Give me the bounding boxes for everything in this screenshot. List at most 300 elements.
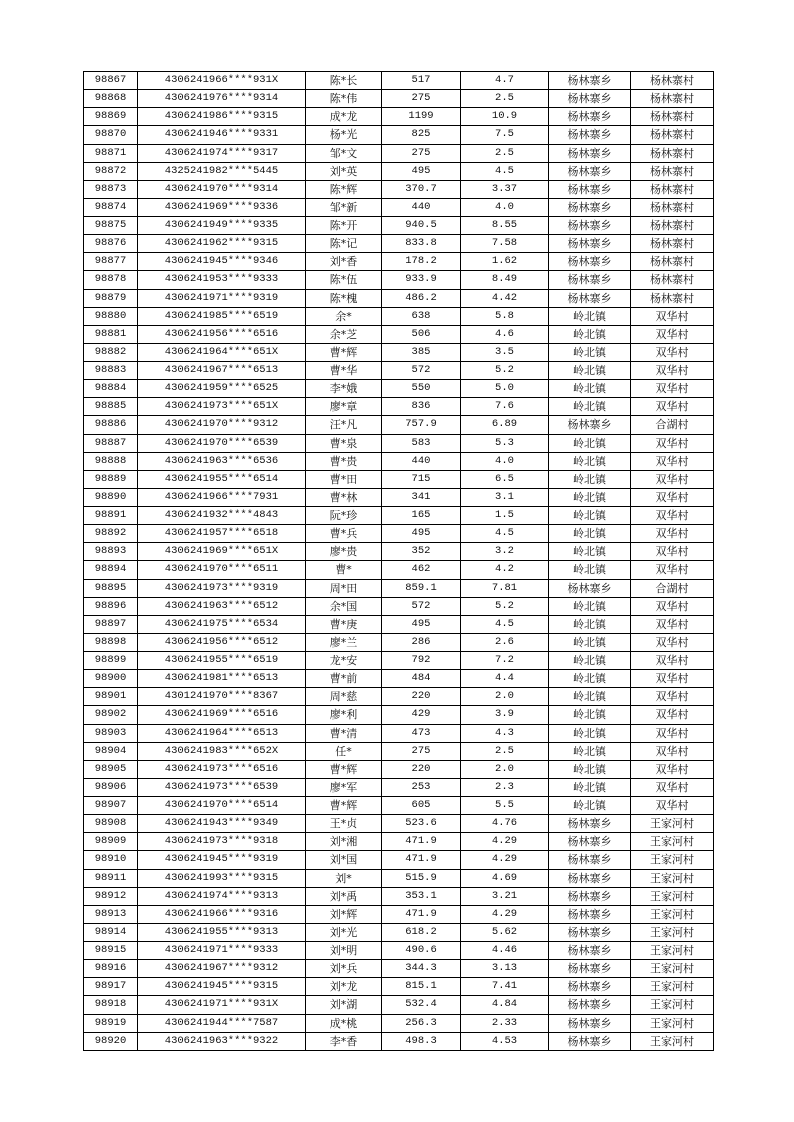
table-row	[84, 760, 714, 778]
id-number-cell: 4306241973****651X	[138, 398, 306, 416]
name-cell: 刘*湖	[306, 996, 382, 1014]
id-number-cell: 4306241955****6514	[138, 470, 306, 488]
amount-cell: 253	[382, 778, 461, 796]
id-number-cell: 4306241963****6512	[138, 597, 306, 615]
amount-cell: 429	[382, 706, 461, 724]
amount-cell: 532.4	[382, 996, 461, 1014]
serial-number-cell: 98894	[84, 561, 138, 579]
township-cell: 杨林寨乡	[549, 271, 631, 289]
id-number-cell: 4306241932****4843	[138, 507, 306, 525]
table-row	[84, 198, 714, 216]
amount-cell: 940.5	[382, 217, 461, 235]
serial-number-cell: 98910	[84, 851, 138, 869]
amount-cell: 517	[382, 72, 461, 90]
township-cell: 杨林寨乡	[549, 833, 631, 851]
amount-cell: 836	[382, 398, 461, 416]
village-cell: 杨林寨村	[631, 271, 714, 289]
name-cell: 刘*国	[306, 851, 382, 869]
value-cell: 3.9	[461, 706, 549, 724]
table-row	[84, 488, 714, 506]
amount-cell: 495	[382, 615, 461, 633]
amount-cell: 486.2	[382, 289, 461, 307]
serial-number-cell: 98891	[84, 507, 138, 525]
value-cell: 5.2	[461, 597, 549, 615]
name-cell: 周*慈	[306, 688, 382, 706]
township-cell: 杨林寨乡	[549, 235, 631, 253]
amount-cell: 440	[382, 452, 461, 470]
table-row	[84, 996, 714, 1014]
table-row	[84, 905, 714, 923]
name-cell: 曹*辉	[306, 760, 382, 778]
value-cell: 4.4	[461, 670, 549, 688]
township-cell: 岭北镇	[549, 543, 631, 561]
amount-cell: 490.6	[382, 942, 461, 960]
amount-cell: 572	[382, 362, 461, 380]
name-cell: 陈*伍	[306, 271, 382, 289]
township-cell: 岭北镇	[549, 380, 631, 398]
name-cell: 曹*泉	[306, 434, 382, 452]
township-cell: 杨林寨乡	[549, 869, 631, 887]
id-number-cell: 4306241956****6516	[138, 325, 306, 343]
amount-cell: 178.2	[382, 253, 461, 271]
table-row	[84, 217, 714, 235]
village-cell: 双华村	[631, 652, 714, 670]
amount-cell: 1199	[382, 108, 461, 126]
village-cell: 双华村	[631, 742, 714, 760]
village-cell: 双华村	[631, 706, 714, 724]
id-number-cell: 4306241974****9313	[138, 887, 306, 905]
serial-number-cell: 98903	[84, 724, 138, 742]
value-cell: 5.8	[461, 307, 549, 325]
name-cell: 廖*利	[306, 706, 382, 724]
name-cell: 余*	[306, 307, 382, 325]
id-number-cell: 4306241974****9317	[138, 144, 306, 162]
table-row	[84, 126, 714, 144]
name-cell: 曹*	[306, 561, 382, 579]
table-row	[84, 416, 714, 434]
serial-number-cell: 98889	[84, 470, 138, 488]
value-cell: 5.62	[461, 923, 549, 941]
id-number-cell: 4306241973****9319	[138, 579, 306, 597]
table-row	[84, 978, 714, 996]
township-cell: 杨林寨乡	[549, 887, 631, 905]
serial-number-cell: 98914	[84, 923, 138, 941]
village-cell: 杨林寨村	[631, 198, 714, 216]
village-cell: 王家河村	[631, 960, 714, 978]
id-number-cell: 4306241966****931X	[138, 72, 306, 90]
village-cell: 双华村	[631, 488, 714, 506]
township-cell: 岭北镇	[549, 706, 631, 724]
id-number-cell: 4306241945****9319	[138, 851, 306, 869]
name-cell: 汪*凡	[306, 416, 382, 434]
table-row	[84, 180, 714, 198]
name-cell: 邹*文	[306, 144, 382, 162]
township-cell: 岭北镇	[549, 561, 631, 579]
table-row	[84, 434, 714, 452]
village-cell: 王家河村	[631, 923, 714, 941]
township-cell: 杨林寨乡	[549, 289, 631, 307]
village-cell: 杨林寨村	[631, 289, 714, 307]
serial-number-cell: 98899	[84, 652, 138, 670]
township-cell: 岭北镇	[549, 615, 631, 633]
name-cell: 杨*光	[306, 126, 382, 144]
id-number-cell: 4306241967****9312	[138, 960, 306, 978]
amount-cell: 484	[382, 670, 461, 688]
village-cell: 杨林寨村	[631, 144, 714, 162]
id-number-cell: 4306241976****9314	[138, 90, 306, 108]
serial-number-cell: 98882	[84, 343, 138, 361]
value-cell: 4.29	[461, 833, 549, 851]
village-cell: 王家河村	[631, 1032, 714, 1050]
serial-number-cell: 98905	[84, 760, 138, 778]
value-cell: 1.5	[461, 507, 549, 525]
table-row	[84, 815, 714, 833]
amount-cell: 341	[382, 488, 461, 506]
amount-cell: 495	[382, 525, 461, 543]
value-cell: 4.5	[461, 162, 549, 180]
name-cell: 曹*林	[306, 488, 382, 506]
value-cell: 3.2	[461, 543, 549, 561]
serial-number-cell: 98904	[84, 742, 138, 760]
name-cell: 曹*辉	[306, 797, 382, 815]
amount-cell: 757.9	[382, 416, 461, 434]
value-cell: 2.5	[461, 144, 549, 162]
table-row	[84, 724, 714, 742]
table-row	[84, 398, 714, 416]
name-cell: 廖*军	[306, 778, 382, 796]
amount-cell: 638	[382, 307, 461, 325]
value-cell: 7.58	[461, 235, 549, 253]
value-cell: 4.46	[461, 942, 549, 960]
serial-number-cell: 98880	[84, 307, 138, 325]
serial-number-cell: 98869	[84, 108, 138, 126]
village-cell: 王家河村	[631, 887, 714, 905]
name-cell: 李*娥	[306, 380, 382, 398]
serial-number-cell: 98895	[84, 579, 138, 597]
value-cell: 7.6	[461, 398, 549, 416]
table-row	[84, 670, 714, 688]
village-cell: 双华村	[631, 470, 714, 488]
id-number-cell: 4306241959****6525	[138, 380, 306, 398]
value-cell: 4.84	[461, 996, 549, 1014]
table-row	[84, 271, 714, 289]
value-cell: 3.5	[461, 343, 549, 361]
village-cell: 双华村	[631, 325, 714, 343]
name-cell: 余*国	[306, 597, 382, 615]
value-cell: 6.5	[461, 470, 549, 488]
serial-number-cell: 98917	[84, 978, 138, 996]
serial-number-cell: 98908	[84, 815, 138, 833]
value-cell: 4.29	[461, 851, 549, 869]
township-cell: 岭北镇	[549, 760, 631, 778]
id-number-cell: 4306241963****6536	[138, 452, 306, 470]
value-cell: 4.0	[461, 452, 549, 470]
amount-cell: 792	[382, 652, 461, 670]
serial-number-cell: 98897	[84, 615, 138, 633]
village-cell: 双华村	[631, 688, 714, 706]
township-cell: 杨林寨乡	[549, 960, 631, 978]
value-cell: 5.2	[461, 362, 549, 380]
id-number-cell: 4306241966****9316	[138, 905, 306, 923]
amount-cell: 275	[382, 90, 461, 108]
value-cell: 3.1	[461, 488, 549, 506]
name-cell: 刘*辉	[306, 905, 382, 923]
village-cell: 杨林寨村	[631, 180, 714, 198]
amount-cell: 353.1	[382, 887, 461, 905]
village-cell: 双华村	[631, 724, 714, 742]
value-cell: 6.89	[461, 416, 549, 434]
township-cell: 杨林寨乡	[549, 180, 631, 198]
table-row	[84, 470, 714, 488]
village-cell: 双华村	[631, 525, 714, 543]
township-cell: 岭北镇	[549, 470, 631, 488]
township-cell: 杨林寨乡	[549, 90, 631, 108]
serial-number-cell: 98915	[84, 942, 138, 960]
id-number-cell: 4306241970****9312	[138, 416, 306, 434]
id-number-cell: 4301241970****8367	[138, 688, 306, 706]
village-cell: 王家河村	[631, 833, 714, 851]
township-cell: 杨林寨乡	[549, 198, 631, 216]
name-cell: 成*桃	[306, 1014, 382, 1032]
table-row	[84, 235, 714, 253]
value-cell: 4.7	[461, 72, 549, 90]
township-cell: 岭北镇	[549, 724, 631, 742]
id-number-cell: 4306241985****6519	[138, 307, 306, 325]
township-cell: 杨林寨乡	[549, 996, 631, 1014]
name-cell: 刘*光	[306, 923, 382, 941]
value-cell: 4.2	[461, 561, 549, 579]
village-cell: 王家河村	[631, 815, 714, 833]
id-number-cell: 4306241983****652X	[138, 742, 306, 760]
amount-cell: 286	[382, 633, 461, 651]
name-cell: 陈*槐	[306, 289, 382, 307]
table-row	[84, 688, 714, 706]
name-cell: 刘*英	[306, 162, 382, 180]
township-cell: 岭北镇	[549, 434, 631, 452]
amount-cell: 275	[382, 742, 461, 760]
village-cell: 杨林寨村	[631, 72, 714, 90]
id-number-cell: 4306241971****9319	[138, 289, 306, 307]
village-cell: 杨林寨村	[631, 162, 714, 180]
name-cell: 陈*记	[306, 235, 382, 253]
village-cell: 双华村	[631, 760, 714, 778]
table-row	[84, 561, 714, 579]
table-row	[84, 162, 714, 180]
township-cell: 岭北镇	[549, 325, 631, 343]
township-cell: 杨林寨乡	[549, 108, 631, 126]
table-row	[84, 380, 714, 398]
name-cell: 余*芝	[306, 325, 382, 343]
serial-number-cell: 98878	[84, 271, 138, 289]
amount-cell: 220	[382, 760, 461, 778]
table-row	[84, 615, 714, 633]
amount-cell: 605	[382, 797, 461, 815]
village-cell: 双华村	[631, 398, 714, 416]
table-row	[84, 543, 714, 561]
name-cell: 曹*庚	[306, 615, 382, 633]
table-row	[84, 525, 714, 543]
amount-cell: 165	[382, 507, 461, 525]
amount-cell: 440	[382, 198, 461, 216]
table-row	[84, 307, 714, 325]
serial-number-cell: 98879	[84, 289, 138, 307]
amount-cell: 933.9	[382, 271, 461, 289]
name-cell: 刘*明	[306, 942, 382, 960]
table-row	[84, 343, 714, 361]
serial-number-cell: 98909	[84, 833, 138, 851]
name-cell: 任*	[306, 742, 382, 760]
serial-number-cell: 98892	[84, 525, 138, 543]
township-cell: 杨林寨乡	[549, 815, 631, 833]
amount-cell: 471.9	[382, 905, 461, 923]
township-cell: 岭北镇	[549, 343, 631, 361]
table-row	[84, 362, 714, 380]
id-number-cell: 4306241955****9313	[138, 923, 306, 941]
name-cell: 廖*贵	[306, 543, 382, 561]
value-cell: 2.5	[461, 742, 549, 760]
name-cell: 曹*清	[306, 724, 382, 742]
amount-cell: 220	[382, 688, 461, 706]
township-cell: 杨林寨乡	[549, 72, 631, 90]
township-cell: 岭北镇	[549, 307, 631, 325]
id-number-cell: 4306241973****6516	[138, 760, 306, 778]
table-row	[84, 942, 714, 960]
table-row	[84, 579, 714, 597]
village-cell: 杨林寨村	[631, 108, 714, 126]
name-cell: 曹*田	[306, 470, 382, 488]
village-cell: 双华村	[631, 380, 714, 398]
serial-number-cell: 98883	[84, 362, 138, 380]
village-cell: 杨林寨村	[631, 235, 714, 253]
serial-number-cell: 98913	[84, 905, 138, 923]
value-cell: 7.5	[461, 126, 549, 144]
name-cell: 刘*禹	[306, 887, 382, 905]
serial-number-cell: 98886	[84, 416, 138, 434]
value-cell: 4.29	[461, 905, 549, 923]
value-cell: 10.9	[461, 108, 549, 126]
id-number-cell: 4306241943****9349	[138, 815, 306, 833]
table-row	[84, 72, 714, 90]
township-cell: 杨林寨乡	[549, 416, 631, 434]
table-row	[84, 869, 714, 887]
id-number-cell: 4306241966****7931	[138, 488, 306, 506]
id-number-cell: 4306241969****9336	[138, 198, 306, 216]
township-cell: 岭北镇	[549, 742, 631, 760]
amount-cell: 344.3	[382, 960, 461, 978]
serial-number-cell: 98916	[84, 960, 138, 978]
amount-cell: 859.1	[382, 579, 461, 597]
village-cell: 杨林寨村	[631, 126, 714, 144]
table-row	[84, 597, 714, 615]
name-cell: 刘*湘	[306, 833, 382, 851]
value-cell: 4.5	[461, 615, 549, 633]
id-number-cell: 4306241944****7587	[138, 1014, 306, 1032]
amount-cell: 572	[382, 597, 461, 615]
value-cell: 4.6	[461, 325, 549, 343]
amount-cell: 550	[382, 380, 461, 398]
id-number-cell: 4306241973****6539	[138, 778, 306, 796]
table-row	[84, 923, 714, 941]
id-number-cell: 4306241957****6518	[138, 525, 306, 543]
id-number-cell: 4306241967****6513	[138, 362, 306, 380]
table-row	[84, 778, 714, 796]
township-cell: 岭北镇	[549, 452, 631, 470]
amount-cell: 825	[382, 126, 461, 144]
township-cell: 岭北镇	[549, 488, 631, 506]
value-cell: 4.5	[461, 525, 549, 543]
village-cell: 王家河村	[631, 905, 714, 923]
township-cell: 杨林寨乡	[549, 579, 631, 597]
village-cell: 杨林寨村	[631, 217, 714, 235]
serial-number-cell: 98884	[84, 380, 138, 398]
amount-cell: 462	[382, 561, 461, 579]
serial-number-cell: 98920	[84, 1032, 138, 1050]
name-cell: 曹*华	[306, 362, 382, 380]
township-cell: 岭北镇	[549, 652, 631, 670]
value-cell: 2.6	[461, 633, 549, 651]
name-cell: 廖*兰	[306, 633, 382, 651]
id-number-cell: 4306241975****6534	[138, 615, 306, 633]
amount-cell: 473	[382, 724, 461, 742]
village-cell: 王家河村	[631, 851, 714, 869]
id-number-cell: 4306241969****651X	[138, 543, 306, 561]
id-number-cell: 4306241971****9333	[138, 942, 306, 960]
id-number-cell: 4306241956****6512	[138, 633, 306, 651]
value-cell: 8.55	[461, 217, 549, 235]
village-cell: 双华村	[631, 597, 714, 615]
id-number-cell: 4306241971****931X	[138, 996, 306, 1014]
township-cell: 杨林寨乡	[549, 1014, 631, 1032]
name-cell: 陈*长	[306, 72, 382, 90]
serial-number-cell: 98885	[84, 398, 138, 416]
value-cell: 2.33	[461, 1014, 549, 1032]
amount-cell: 498.3	[382, 1032, 461, 1050]
township-cell: 杨林寨乡	[549, 942, 631, 960]
name-cell: 陈*辉	[306, 180, 382, 198]
id-number-cell: 4306241964****6513	[138, 724, 306, 742]
village-cell: 王家河村	[631, 942, 714, 960]
township-cell: 杨林寨乡	[549, 923, 631, 941]
amount-cell: 495	[382, 162, 461, 180]
village-cell: 双华村	[631, 670, 714, 688]
serial-number-cell: 98901	[84, 688, 138, 706]
id-number-cell: 4306241955****6519	[138, 652, 306, 670]
village-cell: 合湖村	[631, 579, 714, 597]
township-cell: 杨林寨乡	[549, 1032, 631, 1050]
id-number-cell: 4306241945****9346	[138, 253, 306, 271]
value-cell: 3.37	[461, 180, 549, 198]
id-number-cell: 4306241949****9335	[138, 217, 306, 235]
table-row	[84, 633, 714, 651]
table-row	[84, 144, 714, 162]
table-row	[84, 1014, 714, 1032]
serial-number-cell: 98874	[84, 198, 138, 216]
table-row	[84, 507, 714, 525]
serial-number-cell: 98912	[84, 887, 138, 905]
serial-number-cell: 98896	[84, 597, 138, 615]
amount-cell: 506	[382, 325, 461, 343]
serial-number-cell: 98893	[84, 543, 138, 561]
serial-number-cell: 98888	[84, 452, 138, 470]
value-cell: 5.0	[461, 380, 549, 398]
name-cell: 刘*	[306, 869, 382, 887]
amount-cell: 715	[382, 470, 461, 488]
township-cell: 岭北镇	[549, 688, 631, 706]
value-cell: 4.76	[461, 815, 549, 833]
id-number-cell: 4306241945****9315	[138, 978, 306, 996]
value-cell: 2.0	[461, 688, 549, 706]
serial-number-cell: 98867	[84, 72, 138, 90]
